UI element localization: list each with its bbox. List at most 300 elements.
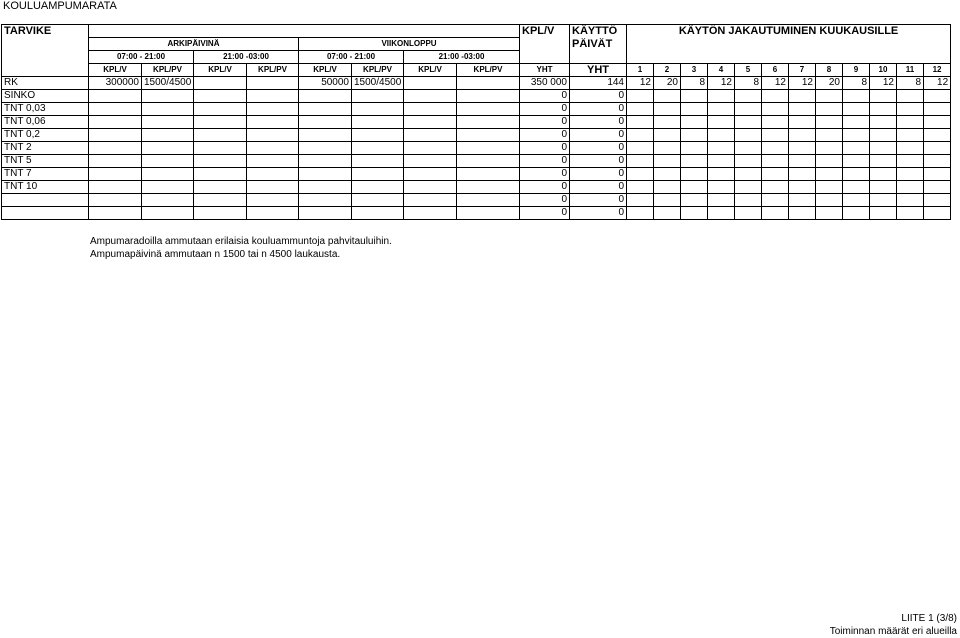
cell-viikonloppu-night-kplpv (457, 207, 520, 220)
cell-paivat: 0 (570, 129, 627, 142)
cell-month: 12 (708, 77, 735, 90)
cell-yht: 0 (520, 207, 570, 220)
cell-viikonloppu-night-kplv (404, 116, 457, 129)
cell-month: 12 (924, 77, 951, 90)
cell-month: 12 (789, 77, 816, 90)
cell-viikonloppu-night-kplpv (457, 181, 520, 194)
cell-month (789, 116, 816, 129)
cell-paivat: 0 (570, 168, 627, 181)
cell-arki-day-kplpv (142, 168, 194, 181)
table-row (2, 181, 951, 194)
cell-viikonloppu-day-kplpv (352, 116, 404, 129)
cell-month (843, 142, 870, 155)
cell-month (762, 194, 789, 207)
cell-month (708, 168, 735, 181)
cell-month (843, 181, 870, 194)
header-sub: KPL/V (299, 64, 352, 77)
cell-month (816, 129, 843, 142)
cell-arki-night-kplv (194, 142, 247, 155)
header-month: 5 (735, 64, 762, 77)
cell-arki-day-kplv (89, 90, 142, 103)
cell-month (762, 90, 789, 103)
header-month: 2 (654, 64, 681, 77)
cell-month (735, 207, 762, 220)
cell-month (708, 207, 735, 220)
table-row (2, 207, 951, 220)
cell-arki-night-kplv (194, 194, 247, 207)
cell-arki-night-kplpv (247, 116, 299, 129)
cell-month (681, 90, 708, 103)
cell-month (870, 194, 897, 207)
cell-month (816, 181, 843, 194)
cell-month (924, 103, 951, 116)
cell-month (897, 90, 924, 103)
cell-month (654, 168, 681, 181)
cell-yht: 0 (520, 168, 570, 181)
cell-month (924, 155, 951, 168)
cell-viikonloppu-night-kplpv (457, 194, 520, 207)
header-sub: KPL/V (89, 64, 142, 77)
cell-month (762, 168, 789, 181)
cell-month (735, 181, 762, 194)
header-month: 7 (789, 64, 816, 77)
row-label: TNT 7 (2, 168, 89, 181)
header-month: 10 (870, 64, 897, 77)
cell-arki-day-kplv (89, 142, 142, 155)
cell-month (735, 142, 762, 155)
cell-month (924, 116, 951, 129)
cell-month (870, 207, 897, 220)
cell-month (843, 194, 870, 207)
cell-month (681, 142, 708, 155)
cell-arki-day-kplv (89, 155, 142, 168)
cell-month (654, 155, 681, 168)
cell-month (654, 129, 681, 142)
cell-month (789, 142, 816, 155)
cell-yht: 0 (520, 103, 570, 116)
cell-month (789, 194, 816, 207)
cell-arki-day-kplpv (142, 207, 194, 220)
cell-arki-night-kplpv (247, 181, 299, 194)
cell-month (843, 207, 870, 220)
row-label: SINKO (2, 90, 89, 103)
cell-viikonloppu-night-kplpv (457, 168, 520, 181)
cell-arki-day-kplv (89, 181, 142, 194)
cell-month (924, 129, 951, 142)
table-row (2, 90, 951, 103)
cell-month (816, 90, 843, 103)
footer-caption: Toiminnan määrät eri alueilla (829, 626, 957, 637)
cell-arki-night-kplv (194, 207, 247, 220)
cell-month (654, 103, 681, 116)
cell-arki-day-kplpv (142, 194, 194, 207)
cell-paivat: 0 (570, 103, 627, 116)
cell-arki-night-kplpv (247, 103, 299, 116)
cell-arki-day-kplv (89, 207, 142, 220)
cell-paivat: 144 (570, 77, 627, 90)
cell-viikonloppu-night-kplv (404, 168, 457, 181)
cell-viikonloppu-day-kplv (299, 181, 352, 194)
row-label: TNT 10 (2, 181, 89, 194)
cell-month (762, 142, 789, 155)
header-kplv: KPL/V (520, 25, 570, 38)
cell-yht: 0 (520, 181, 570, 194)
cell-month (735, 103, 762, 116)
cell-viikonloppu-day-kplpv (352, 181, 404, 194)
row-label: RK (2, 77, 89, 90)
cell-month (654, 207, 681, 220)
cell-viikonloppu-day-kplpv (352, 129, 404, 142)
cell-viikonloppu-day-kplpv (352, 168, 404, 181)
cell-viikonloppu-night-kplv (404, 194, 457, 207)
cell-month (897, 129, 924, 142)
cell-arki-night-kplv (194, 77, 247, 90)
cell-month (789, 129, 816, 142)
table-row (2, 129, 951, 142)
cell-month (762, 207, 789, 220)
cell-viikonloppu-night-kplv (404, 142, 457, 155)
cell-viikonloppu-night-kplv (404, 181, 457, 194)
cell-yht: 0 (520, 90, 570, 103)
cell-viikonloppu-day-kplv: 50000 (299, 77, 352, 90)
header-tarvike: TARVIKE (2, 25, 89, 38)
table-row (2, 194, 951, 207)
cell-viikonloppu-day-kplv (299, 168, 352, 181)
cell-month (870, 103, 897, 116)
cell-arki-day-kplv (89, 168, 142, 181)
cell-month (897, 142, 924, 155)
header-sub: KPL/V (404, 64, 457, 77)
footer (830, 612, 957, 638)
cell-month (924, 142, 951, 155)
cell-month: 8 (897, 77, 924, 90)
cell-viikonloppu-night-kplv (404, 103, 457, 116)
cell-arki-day-kplv (89, 116, 142, 129)
cell-month (816, 142, 843, 155)
cell-month (681, 207, 708, 220)
header-time-2: 21:00 -03:00 (194, 51, 299, 64)
cell-viikonloppu-day-kplv (299, 116, 352, 129)
cell-month: 20 (654, 77, 681, 90)
header-sub: KPL/PV (457, 64, 520, 77)
cell-viikonloppu-night-kplpv (457, 142, 520, 155)
cell-month (843, 116, 870, 129)
cell-viikonloppu-day-kplv (299, 129, 352, 142)
cell-month (870, 129, 897, 142)
cell-month (654, 194, 681, 207)
cell-arki-night-kplv (194, 168, 247, 181)
cell-arki-day-kplpv: 1500/4500 (142, 77, 194, 90)
cell-month (924, 168, 951, 181)
cell-month (627, 129, 654, 142)
cell-month (735, 155, 762, 168)
cell-viikonloppu-night-kplpv (457, 77, 520, 90)
cell-month (762, 155, 789, 168)
cell-arki-night-kplv (194, 129, 247, 142)
note-line: Ampumaradoilla ammutaan erilaisia kouluammuntoja pahvitauluihin. (90, 236, 392, 247)
cell-month (708, 181, 735, 194)
cell-month (762, 129, 789, 142)
cell-month (627, 116, 654, 129)
cell-month (924, 194, 951, 207)
cell-viikonloppu-day-kplpv (352, 194, 404, 207)
cell-month (627, 181, 654, 194)
header-month: 1 (627, 64, 654, 77)
cell-viikonloppu-day-kplpv: 1500/4500 (352, 77, 404, 90)
header-month: 9 (843, 64, 870, 77)
header-jakautuminen: KÄYTÖN JAKAUTUMINEN KUUKAUSILLE (627, 25, 951, 38)
page-title: KOULUAMPUMARATA (3, 0, 117, 12)
cell-month (870, 90, 897, 103)
cell-yht: 0 (520, 116, 570, 129)
cell-arki-day-kplpv (142, 142, 194, 155)
cell-month (789, 168, 816, 181)
header-month: 3 (681, 64, 708, 77)
row-label: TNT 0,06 (2, 116, 89, 129)
cell-month (843, 103, 870, 116)
cell-viikonloppu-night-kplv (404, 90, 457, 103)
cell-arki-night-kplv (194, 155, 247, 168)
cell-month (654, 181, 681, 194)
cell-viikonloppu-day-kplpv (352, 90, 404, 103)
header-paivat: PÄIVÄT (570, 38, 627, 51)
cell-viikonloppu-day-kplv (299, 155, 352, 168)
header-sub: KPL/V (194, 64, 247, 77)
cell-viikonloppu-night-kplpv (457, 116, 520, 129)
cell-month: 12 (627, 77, 654, 90)
cell-month (924, 181, 951, 194)
cell-month (681, 129, 708, 142)
cell-paivat: 0 (570, 181, 627, 194)
cell-arki-day-kplpv (142, 90, 194, 103)
cell-month (681, 194, 708, 207)
cell-viikonloppu-day-kplv (299, 142, 352, 155)
cell-month (681, 168, 708, 181)
cell-month (924, 90, 951, 103)
cell-viikonloppu-night-kplv (404, 155, 457, 168)
cell-yht: 0 (520, 194, 570, 207)
cell-viikonloppu-day-kplpv (352, 103, 404, 116)
cell-month (654, 116, 681, 129)
cell-month (870, 155, 897, 168)
cell-month (843, 90, 870, 103)
cell-month (708, 103, 735, 116)
cell-viikonloppu-night-kplpv (457, 90, 520, 103)
cell-arki-day-kplpv (142, 129, 194, 142)
header-month: 4 (708, 64, 735, 77)
cell-yht: 0 (520, 129, 570, 142)
header-arkipaivina: ARKIPÄIVINÄ (89, 38, 299, 51)
cell-arki-night-kplpv (247, 168, 299, 181)
cell-arki-night-kplv (194, 116, 247, 129)
cell-arki-night-kplv (194, 181, 247, 194)
cell-viikonloppu-night-kplv (404, 77, 457, 90)
cell-month (627, 142, 654, 155)
cell-viikonloppu-day-kplv (299, 90, 352, 103)
cell-viikonloppu-night-kplpv (457, 103, 520, 116)
cell-month (870, 181, 897, 194)
cell-month (681, 155, 708, 168)
cell-month (897, 168, 924, 181)
cell-month (816, 168, 843, 181)
table-row (2, 155, 951, 168)
cell-month (735, 129, 762, 142)
cell-viikonloppu-day-kplpv (352, 142, 404, 155)
cell-arki-day-kplpv (142, 103, 194, 116)
cell-month (816, 207, 843, 220)
cell-month (762, 181, 789, 194)
row-label: TNT 2 (2, 142, 89, 155)
cell-month (627, 155, 654, 168)
cell-month (897, 103, 924, 116)
header-sub: KPL/PV (247, 64, 299, 77)
header-time-1: 07:00 - 21:00 (89, 51, 194, 64)
row-label: TNT 0,2 (2, 129, 89, 142)
cell-yht: 0 (520, 142, 570, 155)
header-month: 12 (924, 64, 951, 77)
cell-arki-day-kplv (89, 194, 142, 207)
cell-month (816, 103, 843, 116)
cell-month (762, 103, 789, 116)
cell-month (789, 90, 816, 103)
cell-arki-night-kplv (194, 103, 247, 116)
cell-paivat: 0 (570, 116, 627, 129)
cell-month (897, 181, 924, 194)
cell-paivat: 0 (570, 207, 627, 220)
cell-month: 8 (681, 77, 708, 90)
cell-month (870, 116, 897, 129)
row-label: TNT 0,03 (2, 103, 89, 116)
cell-arki-night-kplpv (247, 77, 299, 90)
cell-month (627, 90, 654, 103)
cell-month: 8 (843, 77, 870, 90)
cell-arki-night-kplpv (247, 155, 299, 168)
header-month: 11 (897, 64, 924, 77)
cell-month (735, 90, 762, 103)
cell-month (843, 168, 870, 181)
cell-month (708, 194, 735, 207)
cell-viikonloppu-day-kplv (299, 194, 352, 207)
cell-month (870, 142, 897, 155)
header-sub: KPL/PV (352, 64, 404, 77)
cell-month (870, 168, 897, 181)
footer-attachment: LIITE 1 (3/8) (901, 613, 957, 624)
cell-month (708, 90, 735, 103)
cell-month (897, 116, 924, 129)
cell-month (681, 116, 708, 129)
cell-paivat: 0 (570, 194, 627, 207)
cell-month (681, 181, 708, 194)
notes (90, 235, 392, 261)
header-viikonloppu: VIIKONLOPPU (299, 38, 520, 51)
cell-arki-night-kplpv (247, 194, 299, 207)
cell-arki-night-kplpv (247, 142, 299, 155)
cell-month (843, 155, 870, 168)
cell-month (627, 207, 654, 220)
cell-viikonloppu-day-kplpv (352, 155, 404, 168)
row-label: TNT 5 (2, 155, 89, 168)
cell-month: 20 (816, 77, 843, 90)
row-label (2, 194, 89, 207)
cell-yht: 350 000 (520, 77, 570, 90)
cell-arki-night-kplpv (247, 207, 299, 220)
cell-month (627, 168, 654, 181)
header-month: 8 (816, 64, 843, 77)
cell-month (924, 207, 951, 220)
cell-month (735, 194, 762, 207)
cell-viikonloppu-day-kplpv (352, 207, 404, 220)
cell-viikonloppu-night-kplv (404, 129, 457, 142)
cell-month (627, 103, 654, 116)
cell-arki-day-kplpv (142, 181, 194, 194)
row-label (2, 207, 89, 220)
cell-month (897, 194, 924, 207)
cell-month (735, 116, 762, 129)
cell-month (897, 155, 924, 168)
cell-viikonloppu-night-kplv (404, 207, 457, 220)
cell-arki-day-kplpv (142, 116, 194, 129)
cell-viikonloppu-day-kplv (299, 103, 352, 116)
cell-arki-day-kplpv (142, 155, 194, 168)
cell-month (843, 129, 870, 142)
table-row (2, 103, 951, 116)
cell-month (708, 116, 735, 129)
table-row (2, 142, 951, 155)
header-time-3: 07:00 - 21:00 (299, 51, 404, 64)
cell-arki-day-kplv (89, 129, 142, 142)
table-row (2, 77, 951, 90)
cell-month (816, 116, 843, 129)
cell-arki-night-kplv (194, 90, 247, 103)
table-row (2, 168, 951, 181)
note-line: Ampumapäivinä ammutaan n 1500 tai n 4500 laukausta. (90, 249, 341, 260)
cell-month (789, 181, 816, 194)
cell-arki-day-kplv: 300000 (89, 77, 142, 90)
header-month: 6 (762, 64, 789, 77)
cell-month (708, 155, 735, 168)
header-yht-paivat: YHT (570, 64, 627, 77)
cell-month (708, 142, 735, 155)
cell-arki-day-kplv (89, 103, 142, 116)
header-kaytto: KÄYTTÖ (570, 25, 627, 38)
cell-month: 12 (870, 77, 897, 90)
cell-month (627, 194, 654, 207)
cell-month: 12 (762, 77, 789, 90)
cell-viikonloppu-day-kplv (299, 207, 352, 220)
cell-arki-night-kplpv (247, 129, 299, 142)
header-sub: KPL/PV (142, 64, 194, 77)
table-row (2, 116, 951, 129)
header-time-4: 21:00 -03:00 (404, 51, 520, 64)
cell-month (708, 129, 735, 142)
cell-month (816, 194, 843, 207)
cell-paivat: 0 (570, 142, 627, 155)
cell-yht: 0 (520, 155, 570, 168)
cell-month (789, 155, 816, 168)
cell-month (816, 155, 843, 168)
cell-month (762, 116, 789, 129)
cell-month (789, 103, 816, 116)
cell-paivat: 0 (570, 155, 627, 168)
cell-viikonloppu-night-kplpv (457, 155, 520, 168)
cell-month (789, 207, 816, 220)
cell-paivat: 0 (570, 90, 627, 103)
cell-month: 8 (735, 77, 762, 90)
cell-month (735, 168, 762, 181)
cell-month (654, 142, 681, 155)
header-yht: YHT (520, 64, 570, 77)
cell-month (654, 90, 681, 103)
